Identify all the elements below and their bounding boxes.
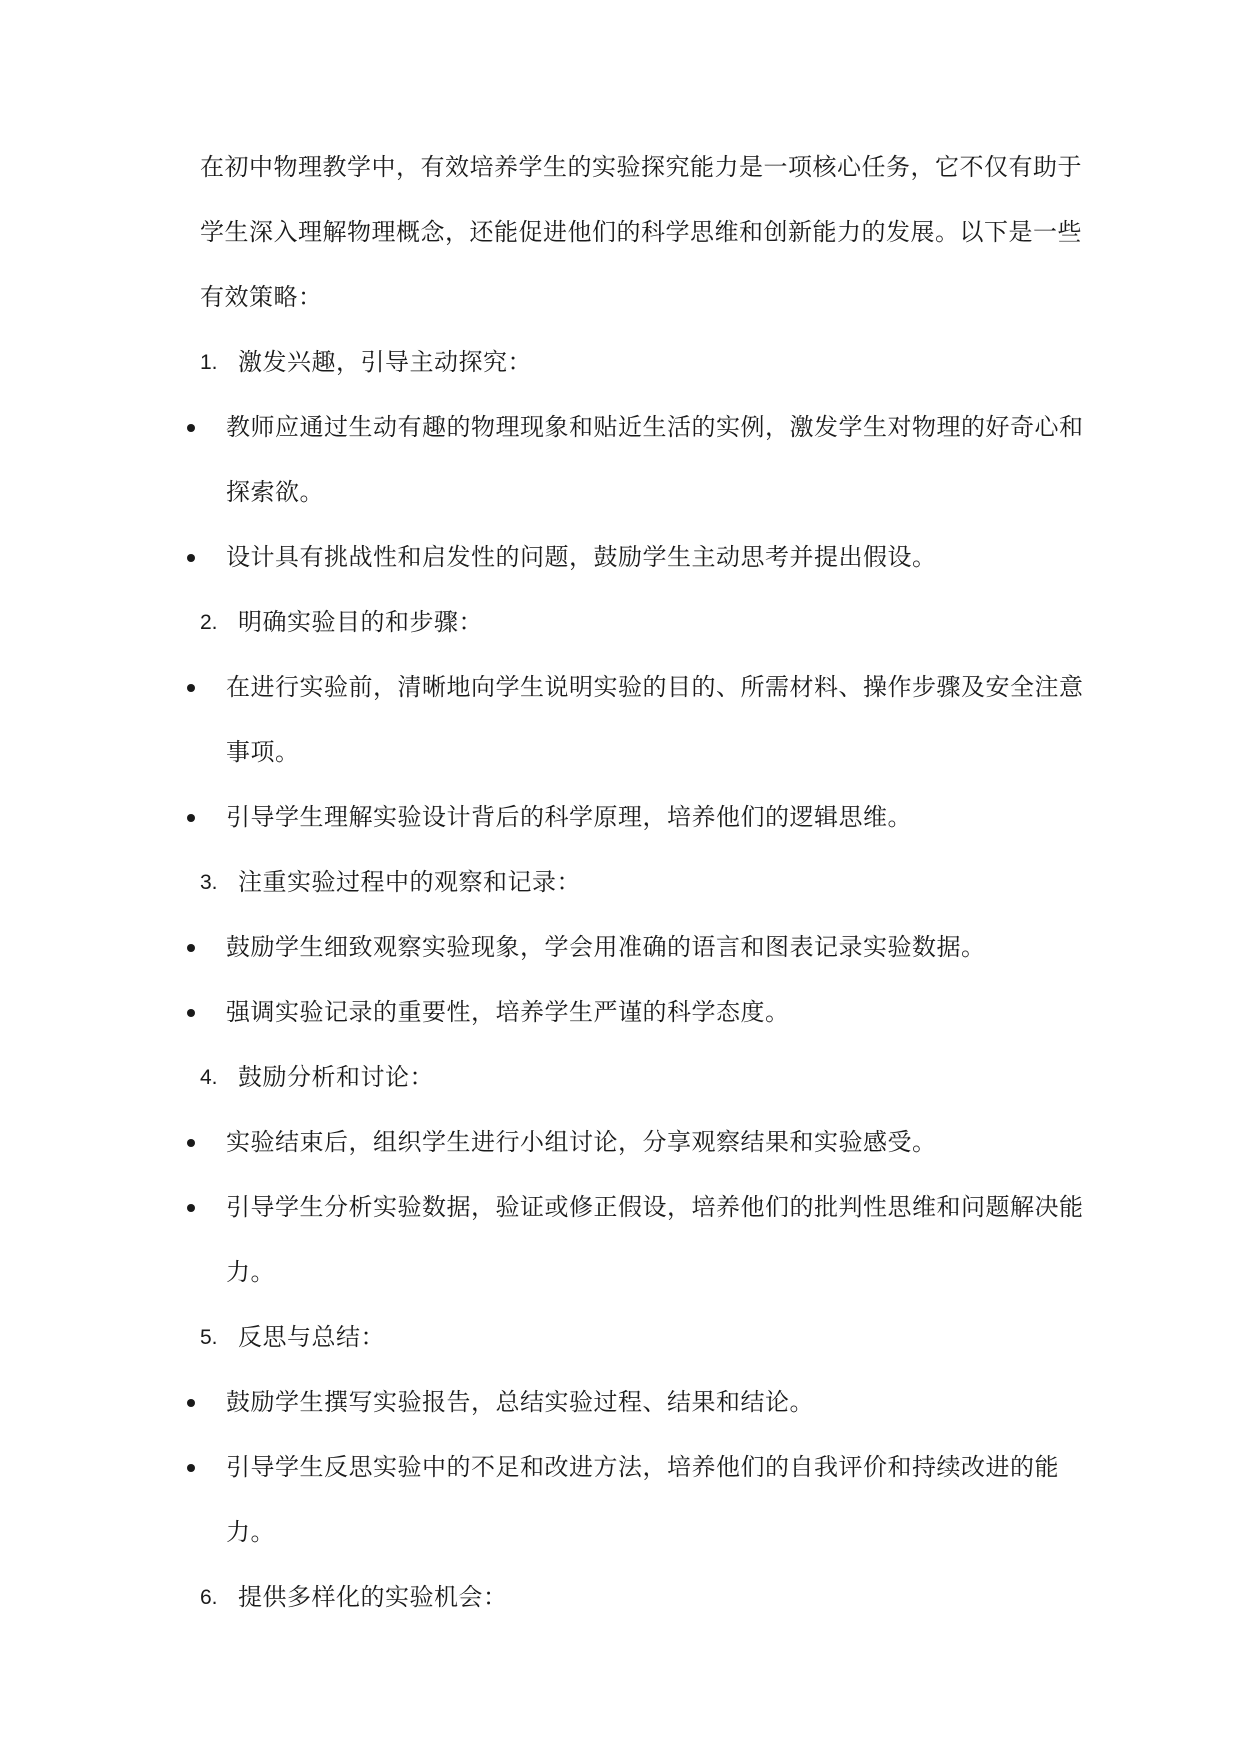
list-item <box>200 980 1100 1045</box>
list-item-text: 实验结束后，组织学生进行小组讨论，分享观察结果和实验感受。 <box>226 1128 937 1156</box>
bullet-icon <box>187 1204 195 1212</box>
section-number: 6. <box>200 1586 218 1609</box>
bullet-icon <box>187 424 195 432</box>
section-title: 提供多样化的实验机会： <box>238 1583 508 1611</box>
section-title: 注重实验过程中的观察和记录： <box>238 868 581 896</box>
bullet-icon <box>187 684 195 692</box>
bullet-icon <box>187 554 195 562</box>
document-body <box>200 135 1100 1630</box>
section-number: 5. <box>200 1326 218 1349</box>
list-item <box>200 915 1100 980</box>
list-item <box>200 1435 1100 1565</box>
bullet-icon <box>187 944 195 952</box>
list-item-text: 引导学生反思实验中的不足和改进方法，培养他们的自我评价和持续改进的能力。 <box>226 1453 1059 1546</box>
list-item <box>200 395 1100 525</box>
section-heading-3 <box>200 850 1100 915</box>
section-title: 鼓励分析和讨论： <box>238 1063 434 1091</box>
list-item-text: 引导学生分析实验数据，验证或修正假设，培养他们的批判性思维和问题解决能力。 <box>226 1193 1084 1286</box>
list-item <box>200 1110 1100 1175</box>
list-item <box>200 525 1100 590</box>
list-item-text: 强调实验记录的重要性，培养学生严谨的科学态度。 <box>226 998 790 1026</box>
bullet-icon <box>187 1009 195 1017</box>
list-item-text: 鼓励学生细致观察实验现象，学会用准确的语言和图表记录实验数据。 <box>226 933 986 961</box>
section-title: 明确实验目的和步骤： <box>238 608 483 636</box>
bullet-icon <box>187 814 195 822</box>
list-item <box>200 1370 1100 1435</box>
section-title: 激发兴趣，引导主动探究： <box>238 348 532 376</box>
section-heading-2 <box>200 590 1100 655</box>
section-number: 2. <box>200 611 218 634</box>
section-number: 4. <box>200 1066 218 1089</box>
list-item-text: 在进行实验前，清晰地向学生说明实验的目的、所需材料、操作步骤及安全注意事项。 <box>226 673 1084 766</box>
section-title: 反思与总结： <box>238 1323 385 1351</box>
list-item <box>200 655 1100 785</box>
bullet-icon <box>187 1139 195 1147</box>
list-item-text: 引导学生理解实验设计背后的科学原理，培养他们的逻辑思维。 <box>226 803 912 831</box>
section-number: 3. <box>200 871 218 894</box>
section-heading-4 <box>200 1045 1100 1110</box>
section-number: 1. <box>200 351 218 374</box>
list-item-text: 设计具有挑战性和启发性的问题，鼓励学生主动思考并提出假设。 <box>226 543 937 571</box>
list-item-text: 教师应通过生动有趣的物理现象和贴近生活的实例，激发学生对物理的好奇心和探索欲。 <box>226 413 1084 506</box>
list-item <box>200 785 1100 850</box>
section-heading-6 <box>200 1565 1100 1630</box>
list-item <box>200 1175 1100 1305</box>
list-item-text: 鼓励学生撰写实验报告，总结实验过程、结果和结论。 <box>226 1388 814 1416</box>
bullet-icon <box>187 1464 195 1472</box>
section-heading-5 <box>200 1305 1100 1370</box>
intro-paragraph: 在初中物理教学中，有效培养学生的实验探究能力是一项核心任务，它不仅有助于学生深入理解物理概念，还能促进他们的科学思维和创新能力的发展。以下是一些有效策略： <box>200 153 1082 311</box>
bullet-icon <box>187 1399 195 1407</box>
section-heading-1 <box>200 330 1100 395</box>
